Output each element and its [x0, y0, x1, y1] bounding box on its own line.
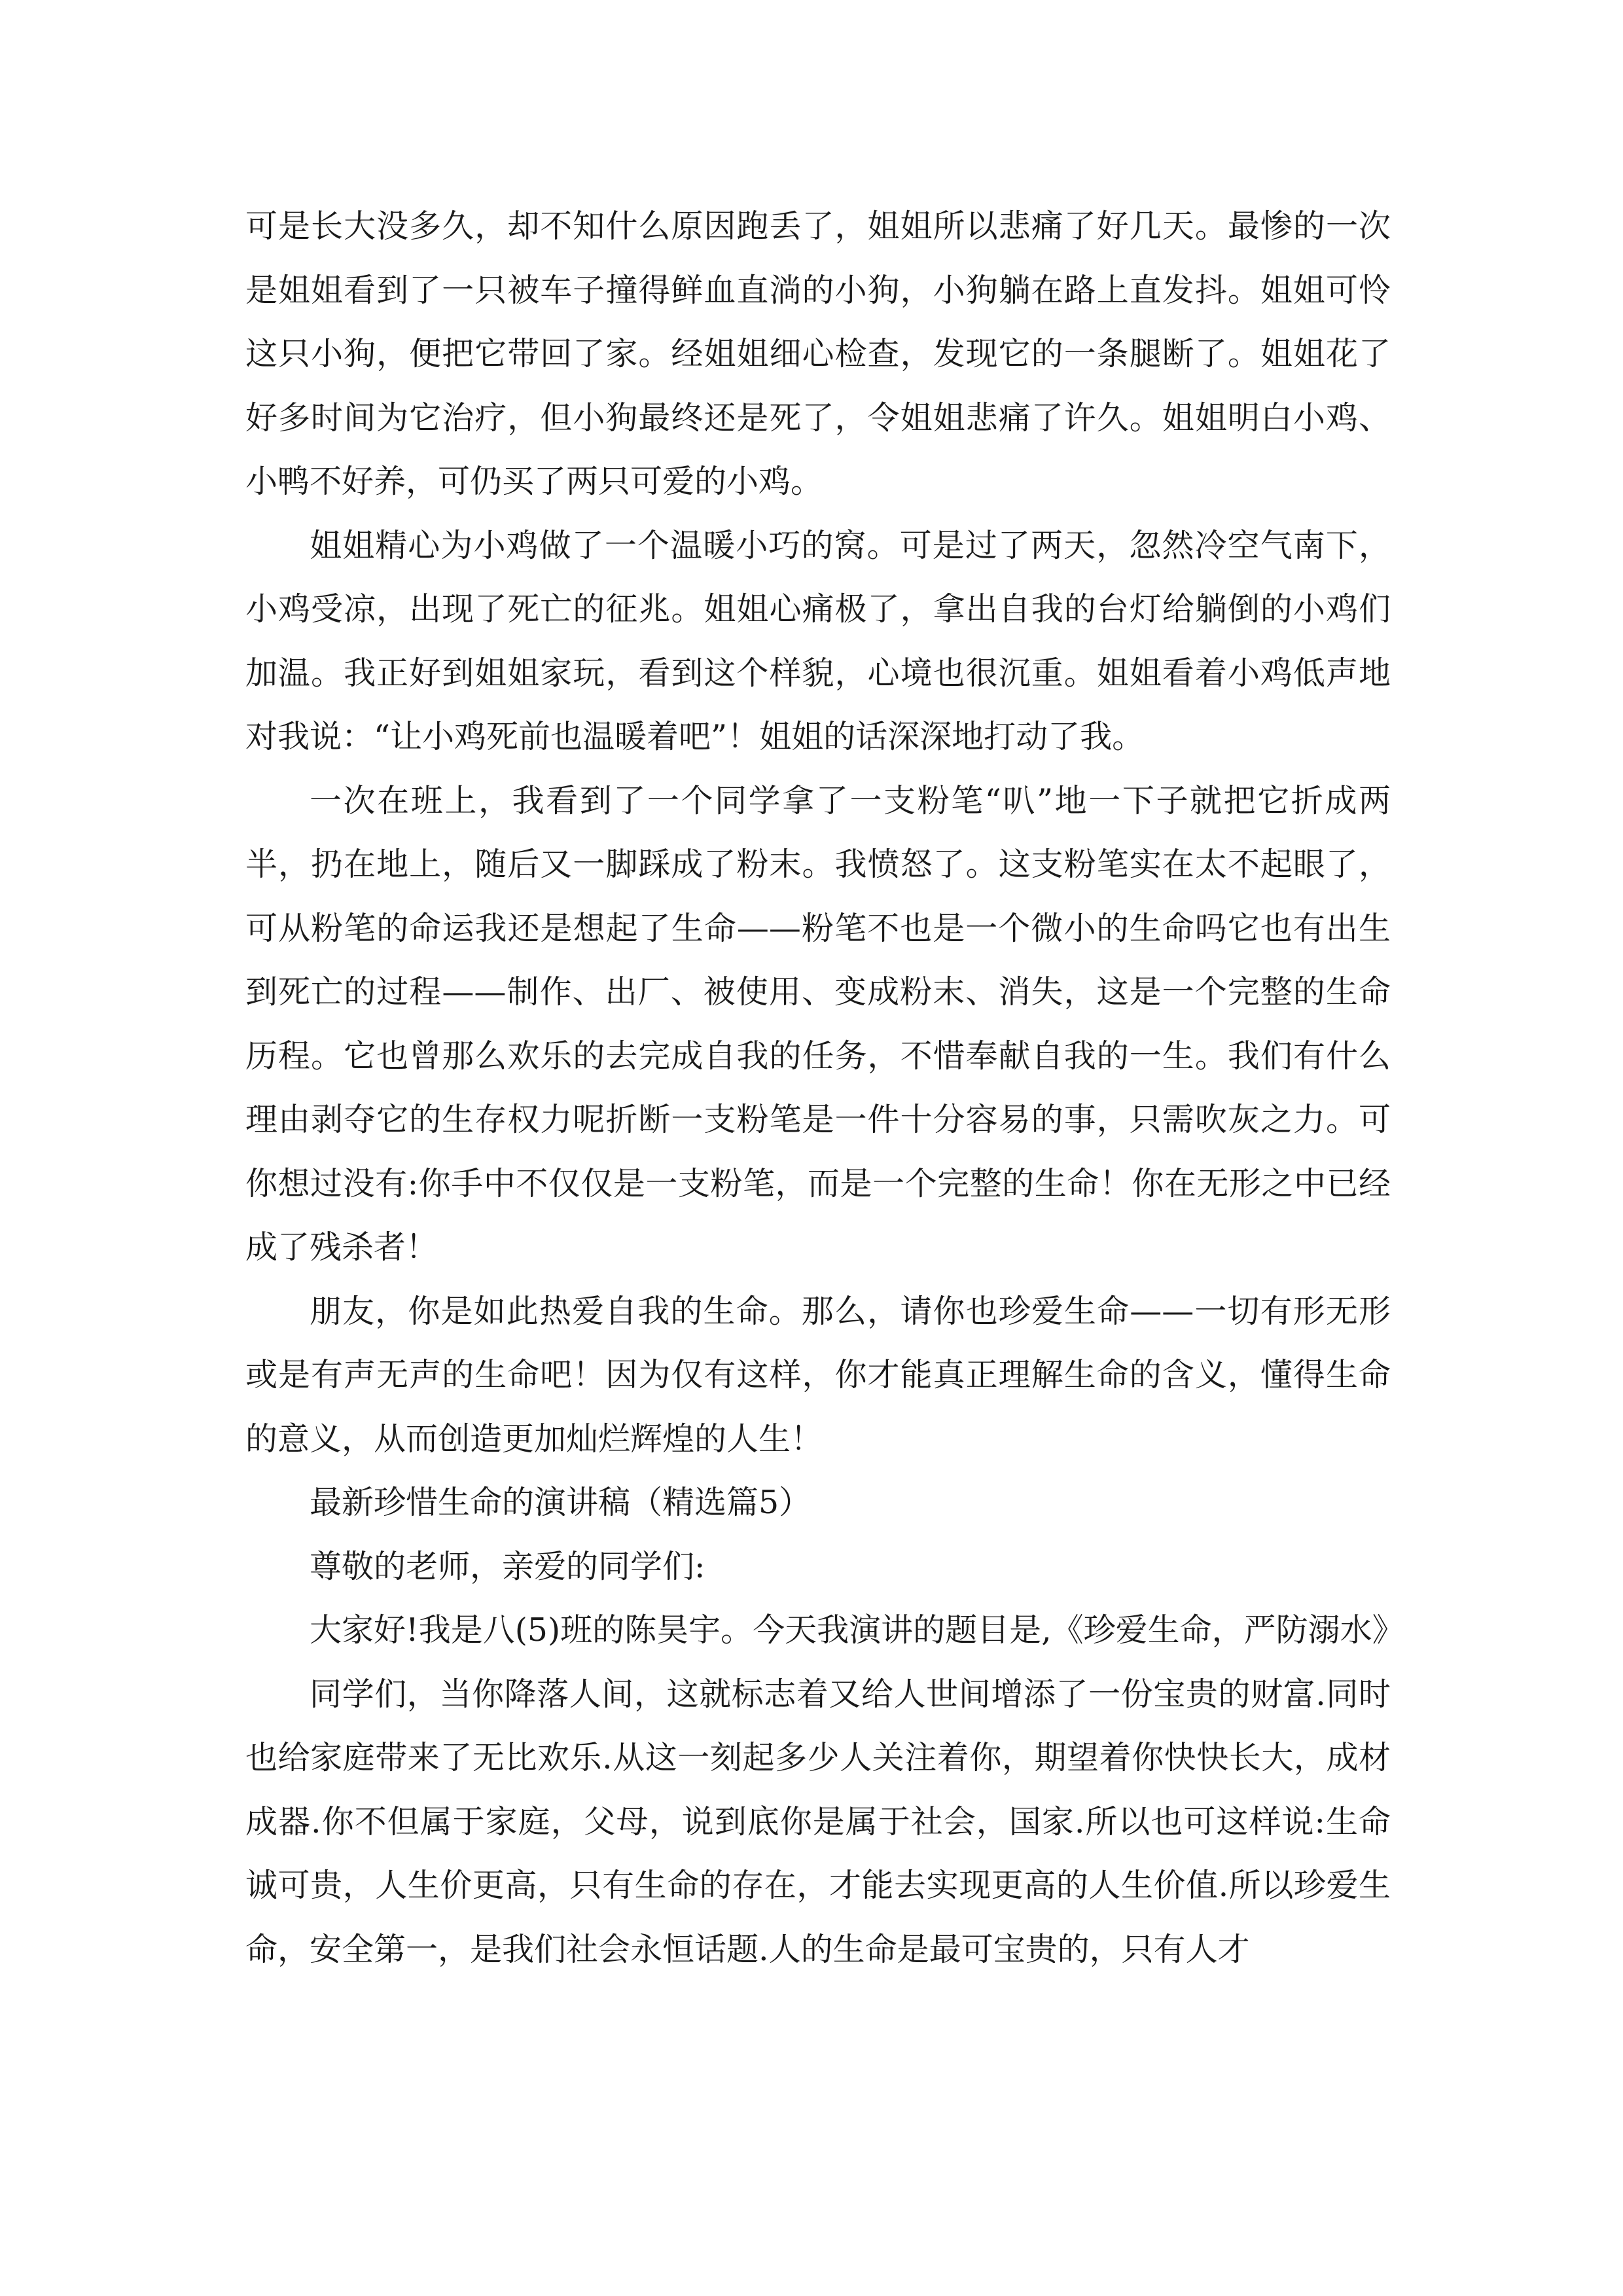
document-body [245, 194, 1404, 1981]
paragraph-8: 同学们，当你降落人间，这就标志着又给人世间增添了一份宝贵的财富.同时也给家庭带来了无比欢乐.从这一刻起多少人关注着你，期望着你快快长大，成材成器.你不但属于家庭，父母，说到底你是属于社会，国家.所以也可这样说:生命诚可贵，人生价更高，只有生命的存在，才能去实现更高的人生价值.所以珍爱生命，安全第一，是我们社会永恒话题.人的生命是最可宝贵的，只有人才 [245, 1675, 1391, 1968]
paragraph-7: 大家好!我是八(5)班的陈昊宇。今天我演讲的题目是,《珍爱生命，严防溺水》 [310, 1611, 1404, 1649]
section-heading: 最新珍惜生命的演讲稿（精选篇5） [310, 1484, 812, 1521]
paragraph-2: 姐姐精心为小鸡做了一个温暖小巧的窝。可是过了两天，忽然冷空气南下，小鸡受凉，出现了死亡的征兆。姐姐心痛极了，拿出自我的台灯给躺倒的小鸡们加温。我正好到姐姐家玩，看到这个样貌，心境也很沉重。姐姐看着小鸡低声地对我说：“让小鸡死前也温暖着吧”！姐姐的话深深地打动了我。 [245, 526, 1391, 755]
paragraph-1: 可是长大没多久，却不知什么原因跑丢了，姐姐所以悲痛了好几天。最惨的一次是姐姐看到了一只被车子撞得鲜血直淌的小狗，小狗躺在路上直发抖。姐姐可怜这只小狗，便把它带回了家。经姐姐细心检查，发现它的一条腿断了。姐姐花了好多时间为它治疗，但小狗最终还是死了，令姐姐悲痛了许久。姐姐明白小鸡、小鸭不好养，可仍买了两只可爱的小鸡。 [245, 207, 1391, 500]
salutation: 尊敬的老师，亲爱的同学们: [310, 1547, 705, 1585]
paragraph-4: 朋友，你是如此热爱自我的生命。那么，请你也珍爱生命——一切有形无形或是有声无声的生命吧！因为仅有这样，你才能真正理解生命的含义，懂得生命的意义，从而创造更加灿烂辉煌的人生！ [245, 1292, 1391, 1458]
paragraph-3: 一次在班上，我看到了一个同学拿了一支粉笔“叭”地一下子就把它折成两半，扔在地上，随后又一脚踩成了粉末。我愤怒了。这支粉笔实在太不起眼了，可从粉笔的命运我还是想起了生命——粉笔不也是一个微小的生命吗它也有出生到死亡的过程——制作、出厂、被使用、变成粉末、消失，这是一个完整的生命历程。它也曾那么欢乐的去完成自我的任务，不惜奉献自我的一生。我们有什么理由剥夺它的生存权力呢折断一支粉笔是一件十分容易的事，只需吹灰之力。可你想过没有:你手中不仅仅是一支粉笔，而是一个完整的生命！你在无形之中已经成了残杀者！ [245, 781, 1391, 1266]
